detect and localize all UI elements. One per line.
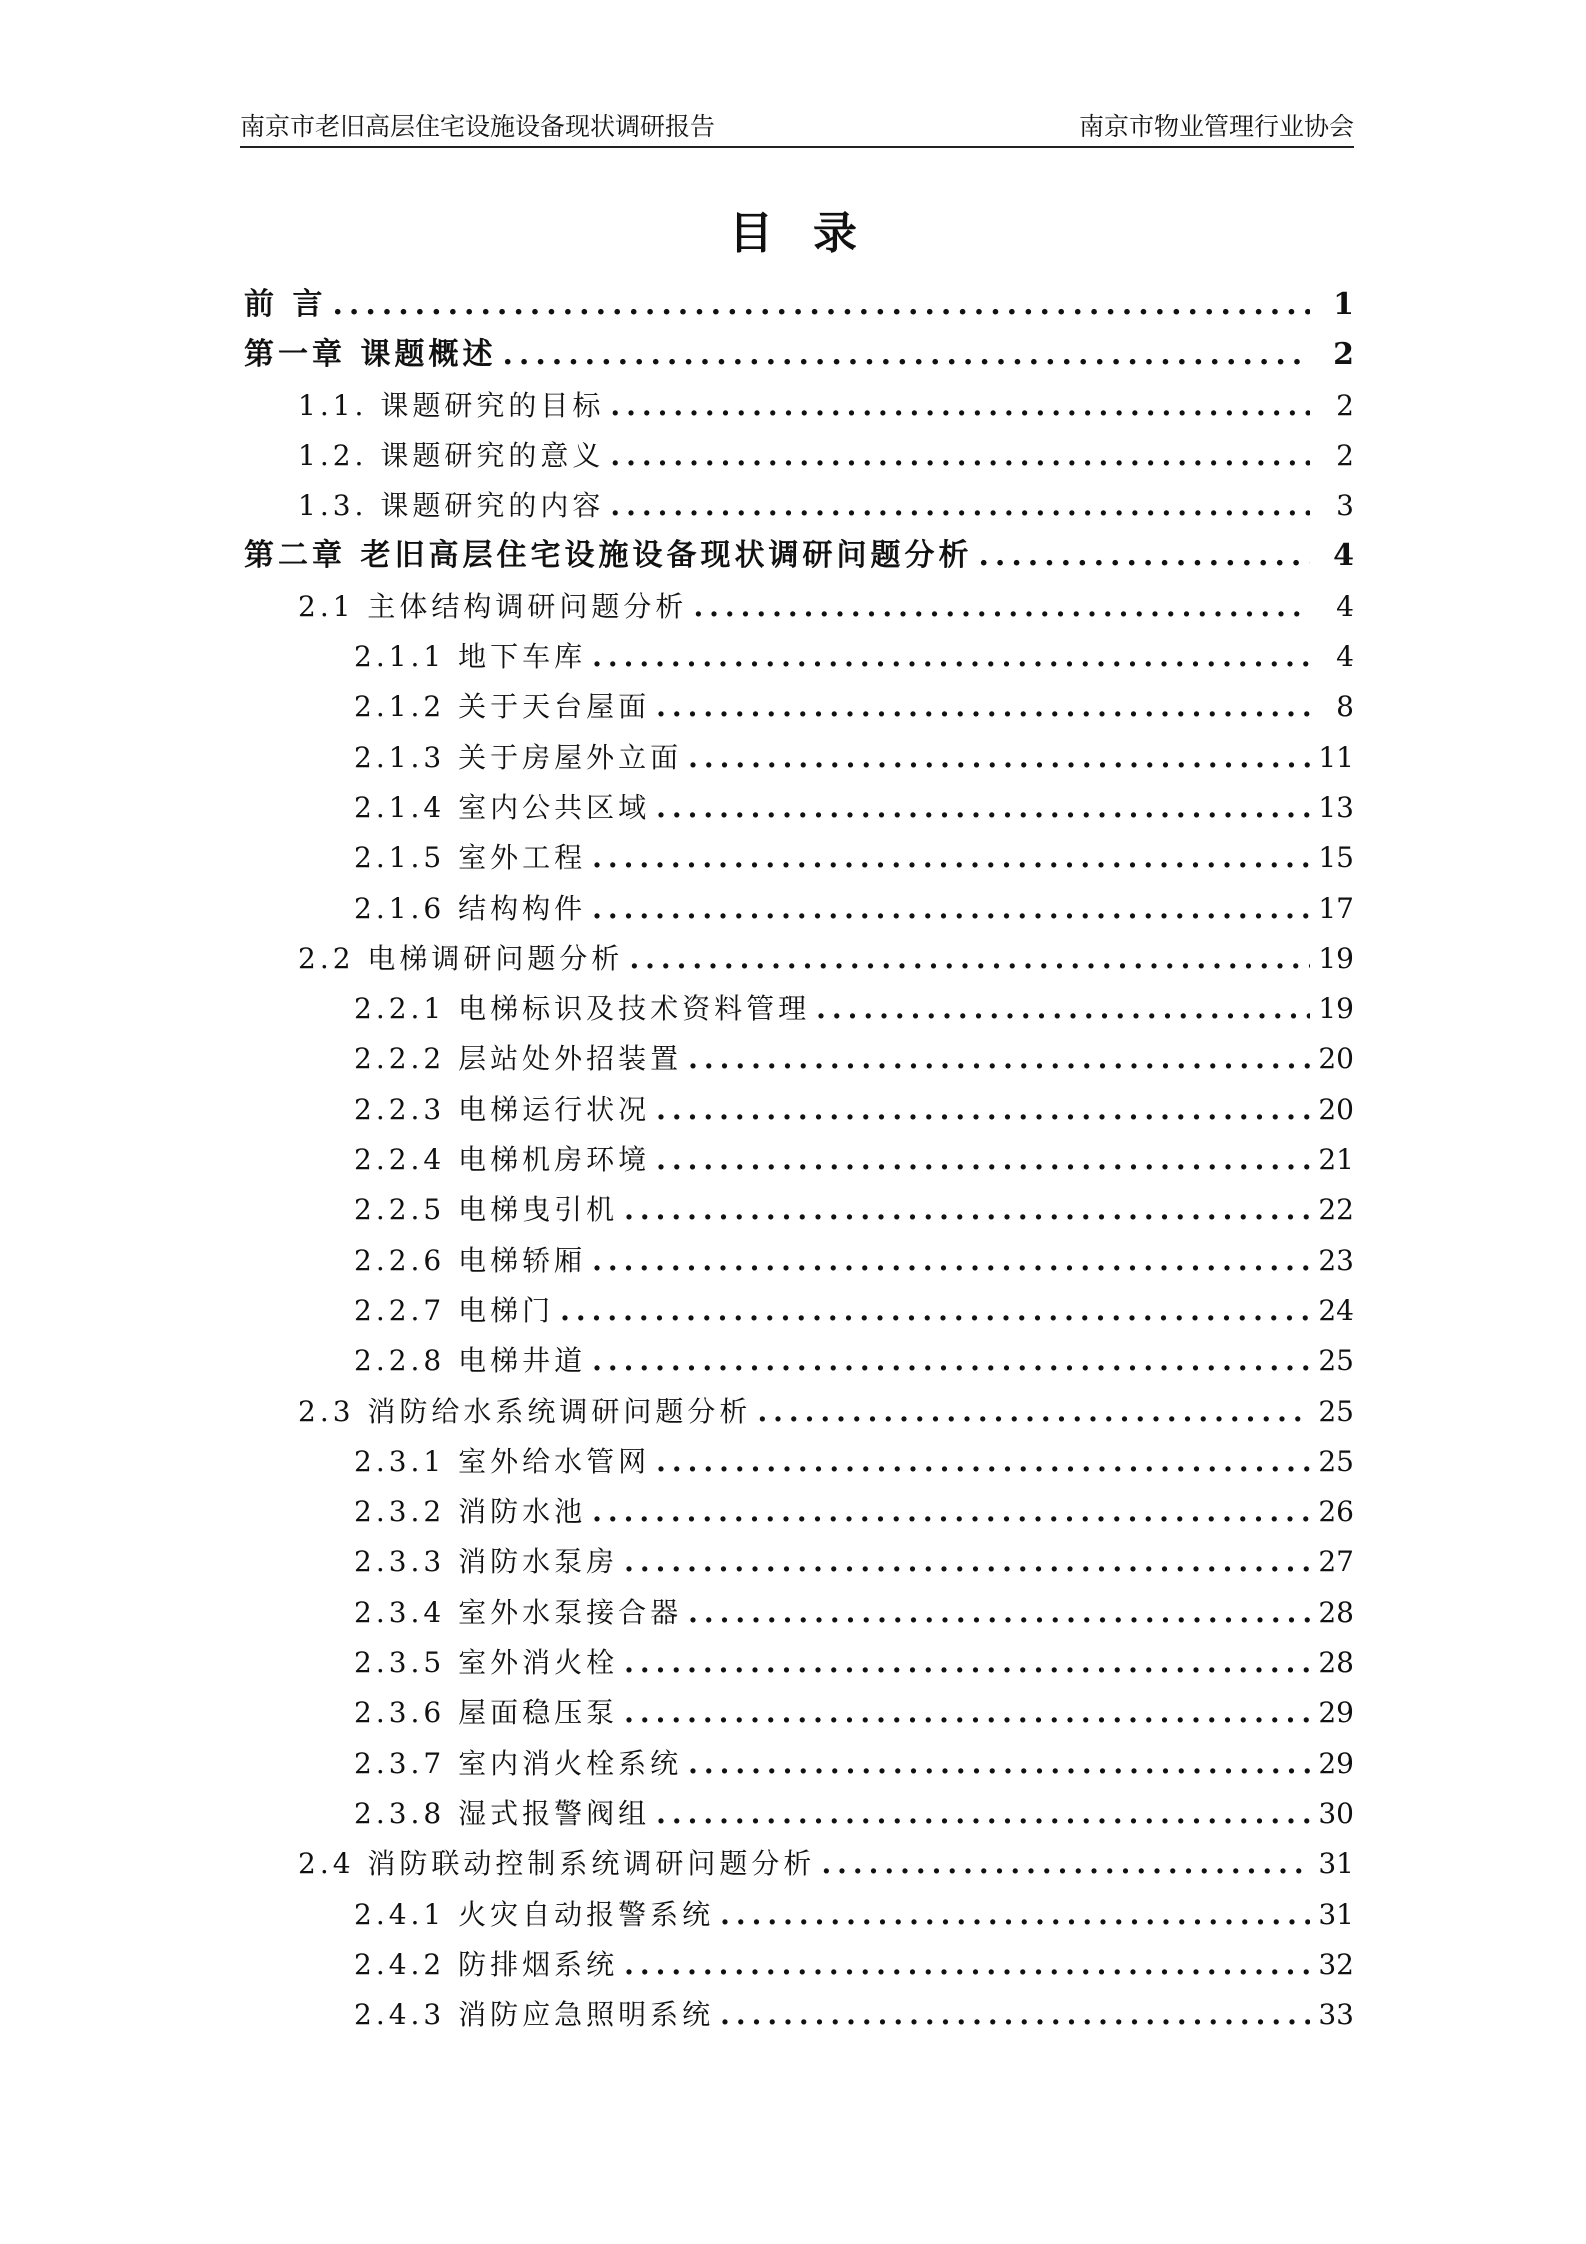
toc-entry-label: 2.4.1 火灾自动报警系统 (354, 1897, 715, 1931)
toc-dot-leader (688, 1739, 1310, 1789)
toc-dot-leader (816, 984, 1310, 1034)
toc-entry[interactable] (244, 1135, 1354, 1185)
toc-entry[interactable] (244, 531, 1354, 581)
toc-entry-label: 2.1.2 关于天台屋面 (354, 690, 651, 724)
toc-dot-leader (502, 330, 1310, 380)
toc-entry-page-number: 17 (1318, 891, 1354, 925)
toc-entry-page-number: 2 (1333, 337, 1354, 373)
toc-entry-label: 2.2.4 电梯机房环境 (354, 1143, 651, 1177)
toc-entry-label: 2.1.3 关于房屋外立面 (354, 740, 683, 774)
toc-dot-leader (592, 1336, 1310, 1386)
toc-entry-label: 2.1.1 地下车库 (354, 640, 587, 674)
toc-entry-label: 2.2.8 电梯井道 (354, 1344, 587, 1378)
toc-dot-leader (610, 481, 1310, 531)
page-header (240, 112, 1354, 148)
toc-entry-label: 2.2.6 电梯轿厢 (354, 1243, 587, 1277)
toc-dot-leader (656, 1085, 1310, 1135)
toc-dot-leader (592, 1236, 1310, 1286)
toc-entry-label: 第一章 课题概述 (244, 337, 497, 373)
toc-dot-leader (656, 783, 1310, 833)
toc-entry[interactable] (244, 682, 1354, 732)
toc-entry-page-number: 1 (1333, 287, 1354, 322)
toc-entry[interactable] (244, 1688, 1354, 1738)
toc-entry-page-number: 25 (1318, 1344, 1354, 1378)
toc-entry-label: 2.3.4 室外水泵接合器 (354, 1595, 683, 1629)
toc-entry-label: 2.3.2 消防水池 (354, 1495, 587, 1529)
toc-dot-leader (720, 1890, 1310, 1940)
toc-entry-label: 2.1.4 室内公共区域 (354, 790, 651, 824)
toc-dot-leader (656, 1437, 1310, 1487)
header-report-title: 南京市老旧高层住宅设施设备现状调研报告 (240, 112, 716, 141)
toc-dot-leader (624, 1185, 1310, 1235)
toc-entry[interactable] (244, 431, 1354, 481)
toc-entry[interactable] (244, 884, 1354, 934)
toc-entry[interactable] (244, 1588, 1354, 1638)
toc-dot-leader (592, 833, 1310, 883)
toc-entry-page-number: 4 (1336, 589, 1354, 623)
toc-entry-label: 2.3.6 屋面稳压泵 (354, 1696, 619, 1730)
toc-entry[interactable] (244, 984, 1354, 1034)
toc-entry-label: 2.3.8 湿式报警阀组 (354, 1796, 651, 1830)
toc-entry-label: 2.3.1 室外给水管网 (354, 1444, 651, 1478)
toc-dot-leader (688, 1588, 1310, 1638)
toc-entry[interactable] (244, 1185, 1354, 1235)
toc-dot-leader (757, 1387, 1310, 1437)
toc-entry-page-number: 3 (1336, 489, 1354, 523)
toc-dot-leader (978, 531, 1310, 581)
toc-dot-leader (560, 1286, 1310, 1336)
toc-entry-page-number: 4 (1336, 640, 1354, 674)
toc-entry-label: 2.1 主体结构调研问题分析 (298, 589, 688, 623)
toc-entry-label: 2.1.5 室外工程 (354, 841, 587, 875)
toc-dot-leader (592, 884, 1310, 934)
toc-entry-page-number: 29 (1318, 1746, 1354, 1780)
toc-entry[interactable] (244, 934, 1354, 984)
toc-dot-leader (624, 1638, 1310, 1688)
toc-dot-leader (656, 1135, 1310, 1185)
toc-entry-label: 2.4.2 防排烟系统 (354, 1947, 619, 1981)
toc-entry-page-number: 20 (1318, 1042, 1354, 1076)
toc-dot-leader (592, 1487, 1310, 1537)
toc-dot-leader (624, 1940, 1310, 1990)
toc-entry[interactable] (244, 1286, 1354, 1336)
toc-entry-page-number: 33 (1318, 1998, 1354, 2032)
toc-entry[interactable] (244, 1487, 1354, 1537)
toc-entry[interactable] (244, 1839, 1354, 1889)
toc-entry-page-number: 30 (1318, 1796, 1354, 1830)
toc-entry-label: 2.3.5 室外消火栓 (354, 1646, 619, 1680)
toc-dot-leader (624, 1537, 1310, 1587)
toc-entry-page-number: 20 (1318, 1092, 1354, 1126)
toc-entry-label: 2.3 消防给水系统调研问题分析 (298, 1394, 752, 1428)
toc-entry-page-number: 21 (1318, 1143, 1354, 1177)
toc-entry[interactable] (244, 1336, 1354, 1386)
toc-entry-page-number: 2 (1336, 438, 1354, 472)
toc-entry-page-number: 28 (1318, 1646, 1354, 1680)
toc-entry-label: 第二章 老旧高层住宅设施设备现状调研问题分析 (244, 538, 973, 574)
toc-entry[interactable] (244, 1638, 1354, 1688)
toc-dot-leader (624, 1688, 1310, 1738)
toc-entry[interactable] (244, 481, 1354, 531)
toc-entry-page-number: 32 (1318, 1947, 1354, 1981)
toc-entry-label: 2.4.3 消防应急照明系统 (354, 1998, 715, 2032)
toc-dot-leader (629, 934, 1310, 984)
toc-entry-page-number: 19 (1318, 992, 1354, 1026)
toc-dot-leader (656, 682, 1310, 732)
toc-entry-page-number: 22 (1318, 1193, 1354, 1227)
toc-entry-page-number: 15 (1318, 841, 1354, 875)
toc-entry[interactable] (244, 1034, 1354, 1084)
header-organization: 南京市物业管理行业协会 (1078, 112, 1354, 141)
toc-entry[interactable] (244, 632, 1354, 682)
toc-dot-leader (592, 632, 1310, 682)
toc-entry[interactable] (244, 1437, 1354, 1487)
toc-entry-page-number: 24 (1318, 1293, 1354, 1327)
toc-entry[interactable] (244, 330, 1354, 380)
toc-entry-label: 2.1.6 结构构件 (354, 891, 587, 925)
toc-entry[interactable] (244, 582, 1354, 632)
toc-entry[interactable] (244, 783, 1354, 833)
toc-entry-label: 2.2.1 电梯标识及技术资料管理 (354, 992, 811, 1026)
toc-entry-page-number: 25 (1318, 1394, 1354, 1428)
toc-dot-leader (610, 431, 1310, 481)
toc-entry-page-number: 26 (1318, 1495, 1354, 1529)
toc-entry-label: 2.2.3 电梯运行状况 (354, 1092, 651, 1126)
toc-dot-leader (720, 1990, 1310, 2040)
toc-entry[interactable] (244, 1085, 1354, 1135)
page-title: 目录 (729, 208, 897, 259)
toc-entry-page-number: 2 (1336, 388, 1354, 422)
toc-entry-label: 2.4 消防联动控制系统调研问题分析 (298, 1847, 816, 1881)
toc-dot-leader (688, 1034, 1310, 1084)
toc-entry-page-number: 4 (1333, 538, 1354, 574)
toc-entry-page-number: 31 (1318, 1897, 1354, 1931)
toc-entry-label: 2.3.7 室内消火栓系统 (354, 1746, 683, 1780)
toc-dot-leader (821, 1839, 1310, 1889)
toc-entry-page-number: 13 (1318, 790, 1354, 824)
toc-entry[interactable] (244, 1990, 1354, 2040)
toc-entry[interactable] (244, 733, 1354, 783)
toc-dot-leader (610, 381, 1310, 431)
toc-entry-label: 2.2.7 电梯门 (354, 1293, 555, 1327)
toc-entry[interactable] (244, 1236, 1354, 1286)
toc-entry-label: 前 言 (244, 287, 327, 322)
toc-entry-page-number: 27 (1318, 1545, 1354, 1579)
toc-entry-label: 2.2.5 电梯曳引机 (354, 1193, 619, 1227)
toc-entry-page-number: 31 (1318, 1847, 1354, 1881)
toc-entry[interactable] (244, 1890, 1354, 1940)
toc-entry[interactable] (244, 833, 1354, 883)
toc-entry-label: 1.1. 课题研究的目标 (298, 388, 605, 422)
toc-entry-page-number: 29 (1318, 1696, 1354, 1730)
toc-dot-leader (688, 733, 1310, 783)
toc-entry-label: 1.2. 课题研究的意义 (298, 438, 605, 472)
toc-entry[interactable] (244, 1940, 1354, 1990)
toc-entry[interactable] (244, 1739, 1354, 1789)
table-of-contents (244, 280, 1354, 2040)
toc-entry[interactable] (244, 280, 1354, 330)
toc-entry-page-number: 8 (1336, 690, 1354, 724)
toc-entry-label: 2.2.2 层站处外招装置 (354, 1042, 683, 1076)
toc-entry-page-number: 28 (1318, 1595, 1354, 1629)
toc-entry[interactable] (244, 381, 1354, 431)
toc-entry[interactable] (244, 1789, 1354, 1839)
toc-dot-leader (332, 280, 1310, 330)
toc-entry-page-number: 23 (1318, 1243, 1354, 1277)
toc-entry-page-number: 19 (1318, 941, 1354, 975)
toc-entry-page-number: 25 (1318, 1444, 1354, 1478)
toc-entry-label: 2.2 电梯调研问题分析 (298, 941, 624, 975)
toc-entry-page-number: 11 (1318, 740, 1354, 774)
toc-entry[interactable] (244, 1387, 1354, 1437)
toc-entry-label: 2.3.3 消防水泵房 (354, 1545, 619, 1579)
toc-entry[interactable] (244, 1537, 1354, 1587)
toc-entry-label: 1.3. 课题研究的内容 (298, 489, 605, 523)
toc-dot-leader (693, 582, 1310, 632)
toc-dot-leader (656, 1789, 1310, 1839)
